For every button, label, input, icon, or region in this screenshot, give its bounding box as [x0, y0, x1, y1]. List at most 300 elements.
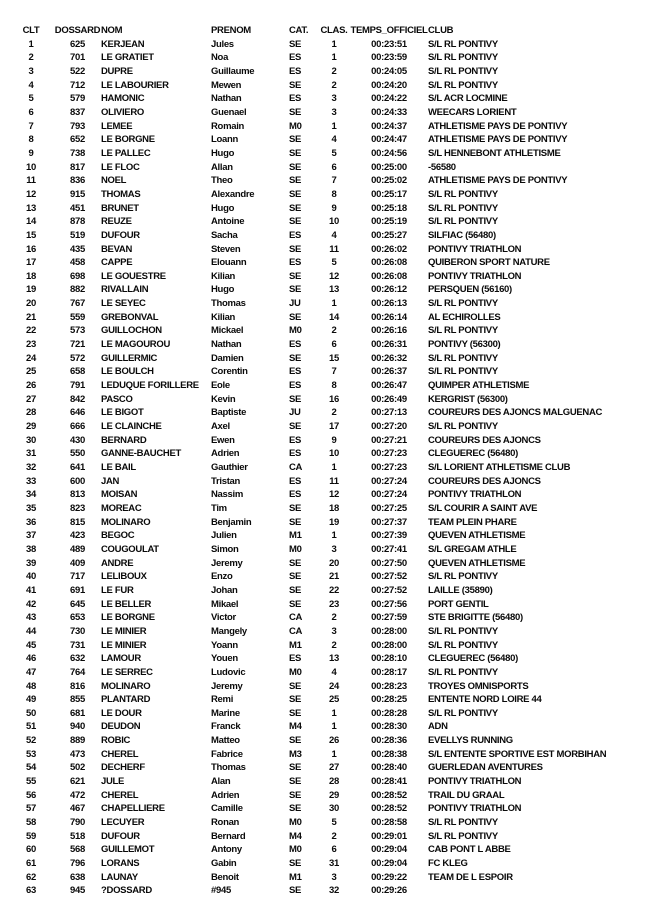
cell-cat: M1 [289, 871, 302, 883]
cell-nom: MOISAN [101, 489, 138, 501]
cell-clt: 6 [28, 106, 34, 118]
cell-temps-officiel: 00:24:33 [371, 106, 407, 118]
cell-clt: 53 [26, 748, 36, 760]
cell-temps-officiel: 00:26:49 [371, 393, 407, 405]
cell-nom: DUFOUR [101, 830, 140, 842]
table-row [8, 174, 644, 188]
cell-dossard: 815 [70, 516, 85, 528]
cell-clt: 32 [26, 462, 36, 473]
table-row [8, 488, 644, 502]
cell-nom: LE MINIER [101, 625, 147, 637]
cell-dossard: 559 [70, 311, 85, 323]
cell-clas: 32 [329, 885, 339, 897]
cell-prenom: Theo [211, 175, 233, 187]
cell-temps-officiel: 00:26:16 [371, 325, 407, 337]
cell-nom: LE BAIL [101, 462, 136, 473]
cell-cat: SE [289, 421, 302, 433]
cell-dossard: 458 [70, 257, 85, 269]
cell-clas: 9 [331, 202, 337, 214]
cell-temps-officiel: 00:27:23 [371, 448, 407, 460]
cell-club: S/L LORIENT ATHLETISME CLUB [428, 462, 571, 473]
cell-temps-officiel: 00:26:37 [371, 366, 407, 378]
cell-nom: CHAPELLIERE [101, 803, 165, 815]
cell-club: S/L ACR LOCMINE [428, 93, 508, 105]
cell-cat: SE [289, 584, 302, 596]
cell-clt: 61 [26, 858, 36, 870]
cell-club: S/L RL PONTIVY [428, 666, 498, 678]
cell-dossard: 793 [70, 120, 85, 132]
cell-cat: SE [289, 735, 302, 747]
cell-dossard: 738 [70, 147, 85, 159]
cell-nom: JULE [101, 776, 125, 788]
cell-nom: LE GRATIET [101, 52, 154, 64]
table-row [8, 734, 644, 748]
cell-dossard: 791 [70, 380, 85, 392]
table-row [8, 79, 644, 93]
cell-club: COUREURS DES AJONCS MALGUENAC [428, 407, 603, 419]
cell-nom: CHEREL [101, 789, 139, 801]
cell-clt: 55 [26, 776, 36, 788]
table-row [8, 324, 644, 338]
cell-nom: KERJEAN [101, 38, 145, 50]
cell-prenom: Alan [211, 776, 231, 788]
col-header-club: CLUB [428, 25, 454, 36]
cell-prenom: Bernard [211, 830, 246, 842]
cell-temps-officiel: 00:27:24 [371, 489, 407, 501]
cell-club: GUERLEDAN AVENTURES [428, 762, 543, 774]
table-row [8, 611, 644, 625]
cell-dossard: 435 [70, 243, 85, 255]
cell-clas: 18 [329, 502, 339, 514]
cell-clas: 1 [331, 38, 337, 50]
cell-dossard: 767 [70, 298, 85, 310]
table-row [8, 434, 644, 448]
cell-cat: ES [289, 52, 302, 64]
cell-clt: 37 [26, 530, 36, 542]
cell-dossard: 731 [70, 639, 85, 651]
cell-nom: REUZE [101, 216, 132, 228]
cell-clas: 27 [329, 762, 339, 774]
cell-prenom: Hugo [211, 202, 235, 214]
cell-clas: 1 [331, 748, 337, 760]
cell-cat: ES [289, 339, 302, 351]
table-row [8, 830, 644, 844]
cell-cat: SE [289, 557, 302, 569]
cell-cat: SE [289, 762, 302, 774]
cell-temps-officiel: 00:27:25 [371, 502, 407, 514]
cell-clas: 12 [329, 270, 339, 282]
table-row [8, 406, 644, 420]
cell-temps-officiel: 00:29:26 [371, 885, 407, 897]
cell-dossard: 621 [70, 776, 85, 788]
table-row [8, 283, 644, 297]
cell-prenom: Mangely [211, 625, 247, 637]
cell-dossard: 632 [70, 653, 85, 665]
cell-temps-officiel: 00:28:41 [371, 776, 407, 788]
cell-club: S/L HENNEBONT ATHLETISME [428, 147, 561, 159]
cell-club: KERGRIST (56300) [428, 393, 508, 405]
cell-clas: 1 [331, 530, 337, 542]
cell-nom: PLANTARD [101, 694, 151, 706]
table-row [8, 598, 644, 612]
cell-dossard: 572 [70, 352, 85, 364]
cell-dossard: 837 [70, 106, 85, 118]
cell-clas: 23 [329, 598, 339, 610]
cell-cat: CA [289, 462, 303, 473]
table-row [8, 516, 644, 530]
cell-temps-officiel: 00:23:59 [371, 52, 407, 64]
cell-prenom: Fabrice [211, 748, 243, 760]
cell-nom: RIVALLAIN [101, 284, 149, 296]
cell-club: QUIBERON SPORT NATURE [428, 257, 550, 269]
cell-clt: 20 [26, 298, 36, 310]
cell-temps-officiel: 00:24:22 [371, 93, 407, 105]
cell-nom: DECHERF [101, 762, 145, 774]
cell-club: PORT GENTIL [428, 598, 489, 610]
cell-prenom: Simon [211, 543, 239, 555]
cell-cat: SE [289, 38, 302, 50]
cell-club: FC KLEG [428, 858, 468, 870]
cell-nom: BEVAN [101, 243, 133, 255]
cell-dossard: 882 [70, 284, 85, 296]
cell-cat: SE [289, 284, 302, 296]
cell-dossard: 940 [70, 721, 85, 733]
cell-clas: 26 [329, 735, 339, 747]
cell-club: EVELLYS RUNNING [428, 735, 513, 747]
cell-cat: SE [289, 803, 302, 815]
cell-nom: MOLINARO [101, 680, 151, 692]
cell-clas: 3 [331, 543, 337, 555]
cell-club: S/L RL PONTIVY [428, 571, 498, 583]
cell-cat: SE [289, 134, 302, 146]
cell-cat: SE [289, 502, 302, 514]
cell-clt: 49 [26, 694, 36, 706]
cell-club: PONTIVY TRIATHLON [428, 803, 522, 815]
cell-clt: 39 [26, 557, 36, 569]
cell-clas: 13 [329, 653, 339, 665]
cell-dossard: 691 [70, 584, 85, 596]
cell-prenom: Thomas [211, 762, 246, 774]
cell-club: CLEGUEREC (56480) [428, 448, 518, 460]
header-row [8, 24, 644, 38]
table-row [8, 188, 644, 202]
cell-club: S/L RL PONTIVY [428, 202, 498, 214]
cell-temps-officiel: 00:28:52 [371, 789, 407, 801]
cell-club: S/L RL PONTIVY [428, 639, 498, 651]
cell-clt: 19 [26, 284, 36, 296]
cell-clt: 2 [28, 52, 34, 64]
table-row [8, 297, 644, 311]
cell-temps-officiel: 00:29:22 [371, 871, 407, 883]
cell-temps-officiel: 00:24:05 [371, 65, 407, 77]
cell-cat: JU [289, 298, 301, 310]
cell-prenom: Franck [211, 721, 241, 733]
cell-temps-officiel: 00:27:37 [371, 516, 407, 528]
cell-clas: 3 [331, 625, 337, 637]
cell-prenom: Hugo [211, 147, 235, 159]
cell-clas: 1 [331, 721, 337, 733]
cell-clt: 36 [26, 516, 36, 528]
table-row [8, 447, 644, 461]
cell-dossard: 489 [70, 543, 85, 555]
cell-temps-officiel: 00:26:08 [371, 270, 407, 282]
cell-nom: ?DOSSARD [101, 885, 152, 897]
cell-nom: NOEL [101, 175, 127, 187]
cell-club: ATHLETISME PAYS DE PONTIVY [428, 120, 568, 132]
table-row [8, 707, 644, 721]
table-row [8, 120, 644, 134]
cell-temps-officiel: 00:29:04 [371, 844, 407, 856]
cell-nom: LAMOUR [101, 653, 141, 665]
cell-prenom: Victor [211, 612, 236, 624]
cell-dossard: 717 [70, 571, 85, 583]
cell-clas: 1 [331, 298, 337, 310]
cell-club: WEECARS LORIENT [428, 106, 517, 118]
cell-cat: M1 [289, 530, 302, 542]
cell-clas: 5 [331, 817, 337, 829]
cell-dossard: 915 [70, 188, 85, 200]
cell-nom: LEMEE [101, 120, 133, 132]
cell-nom: LE BIGOT [101, 407, 144, 419]
cell-dossard: 701 [70, 52, 85, 64]
cell-clt: 56 [26, 789, 36, 801]
cell-temps-officiel: 00:28:40 [371, 762, 407, 774]
cell-clt: 50 [26, 707, 36, 719]
results-tbody [8, 38, 644, 898]
cell-nom: LE DOUR [101, 707, 142, 719]
cell-cat: CA [289, 612, 303, 624]
table-row [8, 666, 644, 680]
cell-clt: 40 [26, 571, 36, 583]
cell-clt: 52 [26, 735, 36, 747]
cell-dossard: 889 [70, 735, 85, 747]
cell-prenom: Romain [211, 120, 245, 132]
table-row [8, 106, 644, 120]
cell-temps-officiel: 00:28:00 [371, 639, 407, 651]
cell-prenom: Ronan [211, 817, 240, 829]
cell-clas: 24 [329, 680, 339, 692]
cell-clas: 3 [331, 871, 337, 883]
cell-prenom: Baptiste [211, 407, 247, 419]
table-row [8, 475, 644, 489]
cell-temps-officiel: 00:26:12 [371, 284, 407, 296]
cell-clt: 23 [26, 339, 36, 351]
cell-clt: 42 [26, 598, 36, 610]
table-row [8, 802, 644, 816]
cell-dossard: 764 [70, 666, 85, 678]
cell-dossard: 681 [70, 707, 85, 719]
cell-nom: CHEREL [101, 748, 139, 760]
cell-dossard: 813 [70, 489, 85, 501]
cell-nom: LE LABOURIER [101, 79, 169, 91]
cell-clt: 48 [26, 680, 36, 692]
cell-cat: SE [289, 789, 302, 801]
cell-prenom: Alexandre [211, 188, 255, 200]
table-row [8, 256, 644, 270]
cell-clas: 9 [331, 434, 337, 446]
cell-cat: SE [289, 393, 302, 405]
cell-nom: OLIVIERO [101, 106, 144, 118]
cell-temps-officiel: 00:24:56 [371, 147, 407, 159]
cell-temps-officiel: 00:27:23 [371, 462, 407, 473]
cell-dossard: 518 [70, 830, 85, 842]
cell-nom: CAPPE [101, 257, 133, 269]
cell-clas: 5 [331, 257, 337, 269]
cell-clt: 38 [26, 543, 36, 555]
cell-cat: SE [289, 216, 302, 228]
cell-cat: SE [289, 352, 302, 364]
cell-clt: 26 [26, 380, 36, 392]
cell-dossard: 579 [70, 93, 85, 105]
cell-clt: 57 [26, 803, 36, 815]
cell-dossard: 817 [70, 161, 85, 173]
cell-nom: DEUDON [101, 721, 141, 733]
cell-club: PONTIVY TRIATHLON [428, 270, 522, 282]
cell-prenom: Elouann [211, 257, 247, 269]
cell-temps-officiel: 00:26:47 [371, 380, 407, 392]
cell-clas: 16 [329, 393, 339, 405]
cell-cat: M0 [289, 325, 302, 337]
cell-cat: SE [289, 694, 302, 706]
cell-nom: GANNE-BAUCHET [101, 448, 182, 460]
cell-club: S/L RL PONTIVY [428, 188, 498, 200]
cell-clas: 11 [329, 475, 339, 487]
cell-cat: SE [289, 243, 302, 255]
cell-clt: 17 [26, 257, 36, 269]
cell-prenom: Noa [211, 52, 229, 64]
cell-club: S/L RL PONTIVY [428, 625, 498, 637]
cell-nom: BRUNET [101, 202, 139, 214]
cell-club: COUREURS DES AJONCS [428, 475, 541, 487]
cell-dossard: 878 [70, 216, 85, 228]
col-header-clt: CLT [22, 25, 40, 36]
cell-clt: 10 [26, 161, 36, 173]
cell-dossard: 842 [70, 393, 85, 405]
cell-temps-officiel: 00:29:04 [371, 858, 407, 870]
cell-clt: 14 [26, 216, 36, 228]
table-row [8, 202, 644, 216]
cell-dossard: 467 [70, 803, 85, 815]
cell-clt: 30 [26, 434, 36, 446]
cell-cat: SE [289, 776, 302, 788]
cell-clas: 4 [331, 134, 337, 146]
cell-nom: BEGOC [101, 530, 135, 542]
cell-club: S/L RL PONTIVY [428, 38, 498, 50]
col-header-temps-officiel: TEMPS_OFFICIEL [350, 25, 428, 36]
cell-prenom: Enzo [211, 571, 233, 583]
cell-prenom: Steven [211, 243, 241, 255]
cell-temps-officiel: 00:28:00 [371, 625, 407, 637]
results-table [8, 24, 644, 898]
cell-dossard: 730 [70, 625, 85, 637]
cell-clas: 3 [331, 93, 337, 105]
cell-temps-officiel: 00:28:36 [371, 735, 407, 747]
cell-nom: LE FLOC [101, 161, 140, 173]
cell-clt: 4 [28, 79, 34, 91]
cell-cat: M0 [289, 120, 302, 132]
cell-temps-officiel: 00:27:13 [371, 407, 407, 419]
cell-clt: 27 [26, 393, 36, 405]
cell-clas: 8 [331, 188, 337, 200]
cell-clas: 2 [331, 639, 337, 651]
cell-prenom: Guillaume [211, 65, 255, 77]
cell-club: S/L RL PONTIVY [428, 366, 498, 378]
cell-dossard: 646 [70, 407, 85, 419]
cell-nom: HAMONIC [101, 93, 145, 105]
cell-nom: GUILLEMOT [101, 844, 155, 856]
cell-clas: 2 [331, 65, 337, 77]
cell-temps-officiel: 00:25:17 [371, 188, 407, 200]
cell-club: S/L RL PONTIVY [428, 707, 498, 719]
cell-dossard: 666 [70, 421, 85, 433]
cell-prenom: Mikael [211, 598, 239, 610]
cell-cat: ES [289, 380, 302, 392]
cell-cat: ES [289, 229, 302, 241]
cell-nom: BERNARD [101, 434, 147, 446]
cell-clas: 6 [331, 339, 337, 351]
cell-prenom: Kilian [211, 270, 236, 282]
cell-dossard: 712 [70, 79, 85, 91]
cell-dossard: 573 [70, 325, 85, 337]
cell-temps-officiel: 00:25:18 [371, 202, 407, 214]
cell-cat: SE [289, 147, 302, 159]
cell-dossard: 451 [70, 202, 85, 214]
cell-dossard: 502 [70, 762, 85, 774]
cell-nom: LE PALLEC [101, 147, 151, 159]
cell-cat: ES [289, 475, 302, 487]
cell-nom: GUILLOCHON [101, 325, 162, 337]
cell-nom: GUILLERMIC [101, 352, 158, 364]
cell-club: S/L RL PONTIVY [428, 830, 498, 842]
table-row [8, 215, 644, 229]
cell-prenom: Kilian [211, 311, 236, 323]
cell-clt: 33 [26, 475, 36, 487]
cell-nom: LE FUR [101, 584, 134, 596]
cell-prenom: Matteo [211, 735, 240, 747]
cell-dossard: 625 [70, 38, 85, 50]
cell-cat: ES [289, 257, 302, 269]
cell-club: TEAM PLEIN PHARE [428, 516, 517, 528]
cell-clas: 12 [329, 489, 339, 501]
cell-clas: 2 [331, 79, 337, 91]
cell-club: ENTENTE NORD LOIRE 44 [428, 694, 542, 706]
table-row [8, 243, 644, 257]
cell-clas: 20 [329, 557, 339, 569]
cell-club: S/L RL PONTIVY [428, 325, 498, 337]
cell-nom: LELIBOUX [101, 571, 147, 583]
cell-prenom: Benoit [211, 871, 239, 883]
cell-clas: 7 [331, 366, 337, 378]
table-row [8, 625, 644, 639]
table-row [8, 584, 644, 598]
table-row [8, 393, 644, 407]
table-row [8, 420, 644, 434]
cell-clt: 12 [26, 188, 36, 200]
cell-cat: SE [289, 161, 302, 173]
cell-cat: SE [289, 175, 302, 187]
cell-clas: 28 [329, 776, 339, 788]
cell-club: PONTIVY (56300) [428, 339, 501, 351]
cell-nom: LORANS [101, 858, 140, 870]
cell-prenom: Antony [211, 844, 242, 856]
cell-cat: SE [289, 202, 302, 214]
cell-prenom: Damien [211, 352, 244, 364]
cell-temps-officiel: 00:27:24 [371, 475, 407, 487]
cell-club: STE BRIGITTE (56480) [428, 612, 523, 624]
cell-nom: ROBIC [101, 735, 131, 747]
cell-clt: 31 [26, 448, 36, 460]
cell-clt: 5 [28, 93, 34, 105]
